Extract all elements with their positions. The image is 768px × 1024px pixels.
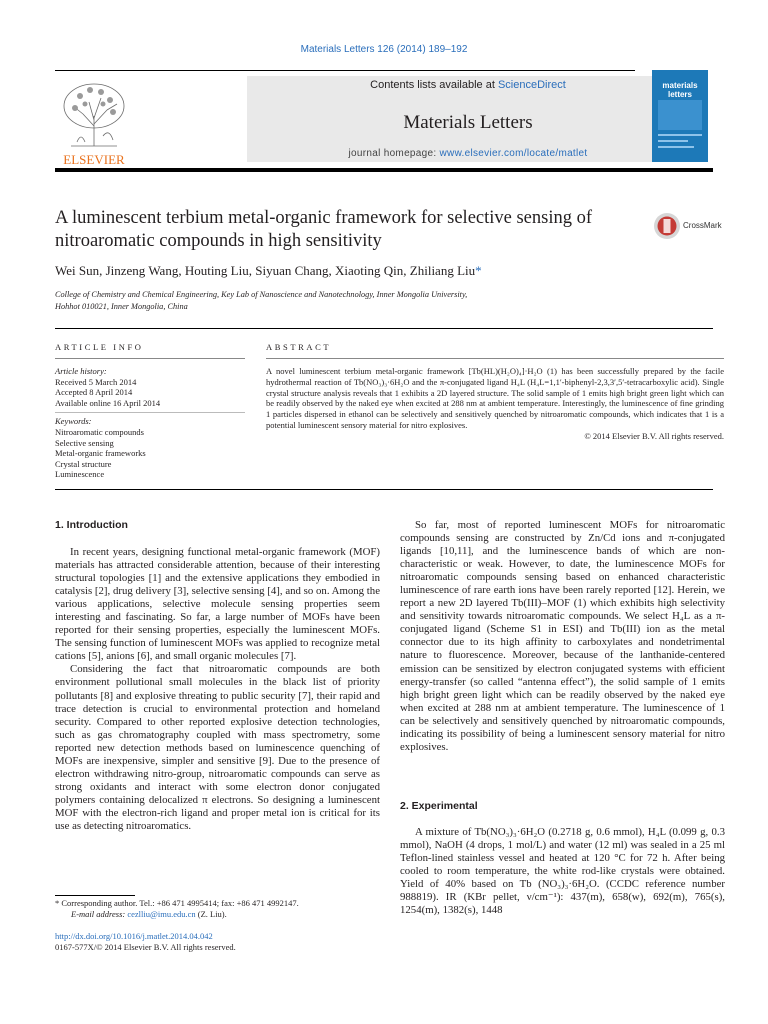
paragraph: In recent years, designing functional metal-organic framework (MOF) materials has attracted considerable attention, because of their interesting structural topologies [1] and the extensive applications they embodied in catalysis [2], drug delivery [3], selective sensing [4], and so on. Among the various applications, selective molecule sensing properties seem interesting and fascinating. So far, a large number of MOFs have been reported for their sensing properties, especially the luminescent MOFs. The sensing function of luminescent MOFs was applied to recognize metal cations [5], anions [6], and small organic molecules [7]. — [55, 546, 380, 663]
journal-title: Materials Letters — [403, 112, 533, 133]
keyword: Crystal structure — [55, 458, 112, 469]
footnote-rule — [55, 895, 135, 896]
contents-line: Contents lists available at ScienceDirect — [370, 79, 566, 91]
sciencedirect-link[interactable]: ScienceDirect — [497, 79, 566, 91]
crossmark-badge[interactable] — [653, 210, 733, 242]
cover-title: materials letters — [662, 81, 698, 99]
journal-reference-link[interactable]: Materials Letters 126 (2014) 189–192 — [300, 44, 468, 55]
abstract-text: A novel luminescent terbium metal-organic framework [Tb(HL)(H₂O)₄]·H₂O (1) has been successfully prepared by the facile hydrothermal reaction of Tb(NO₃)₃·6H₂O and the π-conjugated ligand H₄L (H₄L=1,1′-biphenyl-2,3,3′,5′-tetracarboxylic acid). Single crystal structure analysis reveals that 1 exhibits a 2D layered structure. The solid sample of 1 emits high bright green light which can be readily observed by the naked eye when excited at 288 nm at ambient temperature. Interestingly, the luminescence of fine grinding 1 particles dispersed in ethanol can be selectively and sensitively quenched by nitroaromatic compounds, which indicates that 1 is a potential luminescent sensory material for nitro explosives. — [266, 366, 724, 430]
journal-cover-image[interactable] — [652, 70, 708, 162]
body-column-right-experimental — [400, 826, 725, 917]
doi-block — [55, 931, 236, 953]
article-info-heading: ARTICLE INFO — [55, 342, 144, 352]
introduction-heading: 1. Introduction — [55, 519, 128, 531]
issn-copyright: 0167-577X/© 2014 Elsevier B.V. All rights reserved. — [55, 942, 236, 952]
received-date: Received 5 March 2014 — [55, 376, 137, 387]
affiliation — [55, 289, 615, 313]
doi-link[interactable]: http://dx.doi.org/10.1016/j.matlet.2014.04.042 — [55, 931, 213, 941]
author-list: Wei Sun, Jinzeng Wang, Houting Liu, Siyuan Chang, Xiaoting Qin, Zhiliang Liu* — [55, 263, 482, 278]
history-label: Article history: — [55, 366, 107, 376]
abstract — [266, 366, 724, 441]
article-info — [55, 366, 245, 480]
section-rule — [55, 328, 713, 329]
abstract-heading: ABSTRACT — [266, 342, 332, 352]
corresponding-author-mark[interactable]: * — [475, 263, 482, 278]
body-column-left — [55, 546, 380, 833]
paragraph: A mixture of Tb(NO₃)₃·6H₂O (0.2718 g, 0.6 mmol), H₄L (0.099 g, 0.3 mmol), NaOH (4 drops, 1 mol/L) and water (12 ml) was sealed in a 25 ml Teflon-lined stainless vessel and heated at 120 °C for 72 h. After being cooled to room temperature, the white rod-like crystals were obtained. Yield of 40% based on Tb (NO₃)₃·6H₂O. (CCDC reference number 988819). IR (KBr pellet, ν/cm⁻¹): 437(m), 658(w), 692(m), 765(s), 1254(m), 1382(s), 1448 — [400, 826, 725, 917]
abstract-rule — [266, 358, 724, 359]
header-rule — [55, 168, 713, 172]
section-rule — [55, 489, 713, 490]
keyword: Metal-organic frameworks — [55, 448, 146, 459]
online-date: Available online 16 April 2014 — [55, 397, 161, 408]
article-title: A luminescent terbium metal-organic framework for selective sensing of nitroaromatic compounds in high sensitivity — [55, 208, 593, 251]
corresponding-author-note: * Corresponding author. Tel.: +86 471 4995414; fax: +86 471 4992147. — [55, 898, 299, 908]
paragraph: Considering the fact that nitroaromatic compounds are both environment pollutional small molecules in the black list of priority pollutants [8] and explosive threating to public security [7], their rapid and trace detection is crucial to environmental protection and homeland security. Compared to other reported explosive detection technologies, such as gas chromatography coupled with mass spectrometry, some reported new detection methods based on luminescence quenching of MOFs are inexpensive, simpler and sensitive [9]. Due to the presence of electron withdrawing nitro-group, nitroaromatic compounds can serve as strong oxidants and interact with some electron donor conjugated polymers containing delocalized π electrons. So designing a luminescent MOF with the electron-rich ligand and proper metal ion is critical for its use as detecting nitroaromatics. — [55, 663, 380, 832]
experimental-heading: 2. Experimental — [400, 800, 478, 812]
publisher-name: ELSEVIER — [63, 152, 125, 167]
email-note: E-mail address: cezlliu@imu.edu.cn (Z. Liu). — [71, 909, 227, 919]
paragraph: So far, most of reported luminescent MOFs for nitroaromatic compounds sensing are constructed by Zn/Cd ions and π-conjugated ligands [10,11], and the luminescence bands of which are non-characteristic or weak. However, to date, the luminescence MOFs for nitroaromatic compounds sensing based on enhanced characteristic luminescence of rare earth ions have been rarely reported [12]. Herein, we report a new 2D layered Tb(III)–MOF (1) which exhibits high selectivity and sensitivity towards nitroaromatic compounds. We select H₄L as a π-conjugated ligand (Scheme S1 in ESI) and Tb(III) ion as the metal connector due to its high affinity to carboxylates and nondetrimental nature to fluorescence. Moreover, because of the lanthanide-centered emission can be sensitized by electron conjugated systems with efficient energy-transfer (so called “antenna effect”), the solid sample of 1 emits high bright green light which can be readily observed by the naked eye when excited at 288 nm at ambient temperature. The luminescence of 1 can be selectively and sensitively quenched by nitroaromatic compounds, indicating its possibility of being a luminescent sensory material for nitro explosives. — [400, 519, 725, 753]
info-rule — [55, 358, 245, 359]
keywords-rule — [55, 412, 245, 413]
crossmark-icon — [653, 210, 681, 242]
affiliation-line: College of Chemistry and Chemical Engineering, Key Lab of Nanoscience and Nanotechnology, Inner Mongolia University, — [55, 290, 468, 299]
affiliation-line: Hohhot 010021, Inner Mongolia, China — [55, 302, 188, 311]
keywords-label: Keywords: — [55, 416, 92, 427]
body-column-right — [400, 519, 725, 754]
keyword: Nitroaromatic compounds — [55, 426, 144, 437]
keyword: Luminescence — [55, 469, 105, 480]
homepage-line: journal homepage: www.elsevier.com/locate/matlet — [348, 148, 588, 159]
abstract-copyright: © 2014 Elsevier B.V. All rights reserved. — [584, 430, 724, 441]
homepage-link[interactable]: www.elsevier.com/locate/matlet — [439, 148, 588, 159]
journal-header — [55, 70, 713, 166]
accepted-date: Accepted 8 April 2014 — [55, 387, 133, 398]
keyword: Selective sensing — [55, 437, 114, 448]
email-link[interactable]: cezlliu@imu.edu.cn — [127, 909, 196, 919]
journal-banner — [247, 76, 689, 162]
crossmark-label: CrossMark — [683, 221, 722, 230]
footnote — [55, 898, 380, 920]
elsevier-logo — [55, 76, 133, 168]
